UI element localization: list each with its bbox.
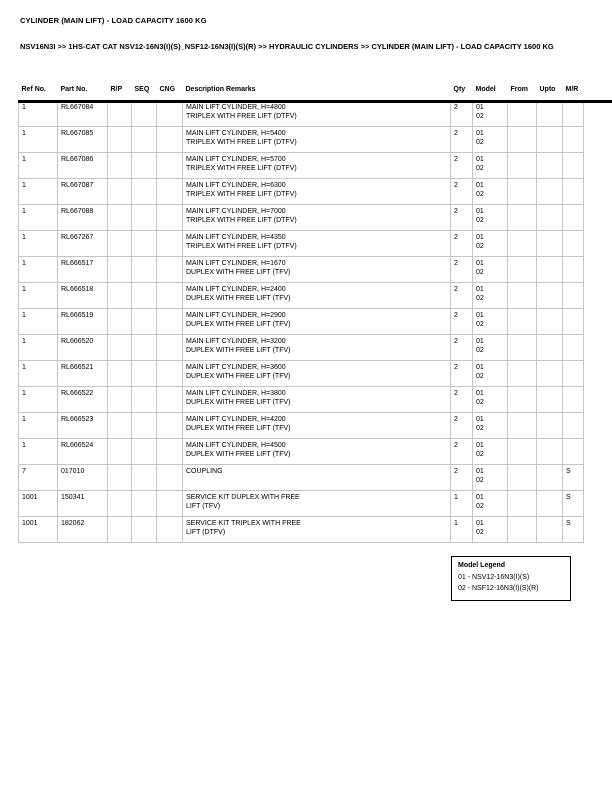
model-cell <box>473 256 508 282</box>
description-line-2: DUPLEX WITH FREE LIFT (TFV) <box>186 294 291 302</box>
model-code-2: 02 <box>476 528 484 536</box>
description-line-2: TRIPLEX WITH FREE LIFT (DTFV) <box>186 242 297 250</box>
rp-cell <box>108 204 132 230</box>
from-cell <box>508 230 537 256</box>
description-line-1: MAIN LIFT CYLINDER, H=5700 <box>186 155 286 163</box>
cng-cell <box>157 100 183 126</box>
part-no-cell: RL666522 <box>58 386 108 412</box>
mr-cell <box>563 386 584 412</box>
description-line-1: MAIN LIFT CYLINDER, H=1670 <box>186 259 286 267</box>
qty-cell: 2 <box>451 334 473 360</box>
ref-no-cell: 1 <box>19 178 58 204</box>
model-legend-items <box>458 572 564 594</box>
description-cell <box>183 308 451 334</box>
model-code-1: 01 <box>476 441 484 449</box>
mr-cell: S <box>563 464 584 490</box>
qty-cell: 2 <box>451 178 473 204</box>
from-cell <box>508 360 537 386</box>
part-no-cell: RL667267 <box>58 230 108 256</box>
column-header-model: Model <box>475 86 496 93</box>
model-code-2: 02 <box>476 424 484 432</box>
part-no-cell: RL666518 <box>58 282 108 308</box>
table-body <box>19 100 584 542</box>
upto-cell <box>537 282 563 308</box>
ref-no-cell: 1 <box>19 230 58 256</box>
model-cell <box>473 438 508 464</box>
from-cell <box>508 178 537 204</box>
part-no-cell: RL667088 <box>58 204 108 230</box>
from-cell <box>508 308 537 334</box>
part-no-cell: RL666521 <box>58 360 108 386</box>
model-code-1: 01 <box>476 363 484 371</box>
description-line-1: MAIN LIFT CYLINDER, H=4200 <box>186 415 286 423</box>
table-row <box>19 334 584 360</box>
rp-cell <box>108 360 132 386</box>
rp-cell <box>108 438 132 464</box>
rp-cell <box>108 516 132 542</box>
description-line-2: DUPLEX WITH FREE LIFT (TFV) <box>186 398 291 406</box>
model-code-1: 01 <box>476 337 484 345</box>
qty-cell: 2 <box>451 126 473 152</box>
mr-cell <box>563 152 584 178</box>
description-line-2: LIFT (DTFV) <box>186 528 226 536</box>
model-cell <box>473 230 508 256</box>
qty-cell: 2 <box>451 152 473 178</box>
description-line-2: TRIPLEX WITH FREE LIFT (DTFV) <box>186 138 297 146</box>
column-header-upto: Upto <box>539 86 556 93</box>
seq-cell <box>132 308 157 334</box>
cng-cell <box>157 438 183 464</box>
description-line-1: MAIN LIFT CYLINDER, H=6300 <box>186 181 286 189</box>
cng-cell <box>157 126 183 152</box>
seq-cell <box>132 178 157 204</box>
model-code-1: 01 <box>476 207 484 215</box>
description-line-1: MAIN LIFT CYLINDER, H=2900 <box>186 311 286 319</box>
qty-cell: 2 <box>451 204 473 230</box>
model-code-1: 01 <box>476 285 484 293</box>
description-cell <box>183 334 451 360</box>
table-row <box>19 100 584 126</box>
description-cell <box>183 412 451 438</box>
upto-cell <box>537 334 563 360</box>
rp-cell <box>108 100 132 126</box>
header-divider-rule <box>18 100 612 103</box>
ref-no-cell: 1 <box>19 438 58 464</box>
rp-cell <box>108 308 132 334</box>
breadcrumb: NSV16N3I >> 1HS-CAT CAT NSV12-16N3(I)(S)_NSF12-16N3(I)(S)(R) >> HYDRAULIC CYLINDERS >> CYLINDER (MAIN LIFT) - LOAD CAPACITY 1600 KG <box>20 42 554 51</box>
description-line-1: MAIN LIFT CYLINDER, H=3200 <box>186 337 286 345</box>
description-cell <box>183 126 451 152</box>
seq-cell <box>132 100 157 126</box>
rp-cell <box>108 282 132 308</box>
ref-no-cell: 1 <box>19 308 58 334</box>
table-row <box>19 256 584 282</box>
model-code-1: 01 <box>476 519 484 527</box>
model-code-1: 01 <box>476 311 484 319</box>
model-code-2: 02 <box>476 294 484 302</box>
cng-cell <box>157 360 183 386</box>
table-row <box>19 438 584 464</box>
mr-cell <box>563 360 584 386</box>
seq-cell <box>132 386 157 412</box>
ref-no-cell: 1 <box>19 204 58 230</box>
description-line-1: SERVICE KIT TRIPLEX WITH FREE <box>186 519 301 527</box>
model-cell <box>473 100 508 126</box>
part-no-cell: 182062 <box>58 516 108 542</box>
part-no-cell: RL666523 <box>58 412 108 438</box>
rp-cell <box>108 152 132 178</box>
description-line-1: SERVICE KIT DUPLEX WITH FREE <box>186 493 300 501</box>
description-cell <box>183 438 451 464</box>
cng-cell <box>157 152 183 178</box>
table-row <box>19 126 584 152</box>
seq-cell <box>132 256 157 282</box>
table-row <box>19 204 584 230</box>
description-line-2: DUPLEX WITH FREE LIFT (TFV) <box>186 346 291 354</box>
description-line-2: DUPLEX WITH FREE LIFT (TFV) <box>186 320 291 328</box>
description-cell <box>183 490 451 516</box>
from-cell <box>508 152 537 178</box>
model-cell <box>473 412 508 438</box>
table-row <box>19 152 584 178</box>
qty-cell: 1 <box>451 516 473 542</box>
description-cell <box>183 100 451 126</box>
model-cell <box>473 360 508 386</box>
description-line-2: DUPLEX WITH FREE LIFT (TFV) <box>186 268 291 276</box>
description-line-2: TRIPLEX WITH FREE LIFT (DTFV) <box>186 190 297 198</box>
description-line-2: TRIPLEX WITH FREE LIFT (DTFV) <box>186 216 297 224</box>
description-cell <box>183 230 451 256</box>
qty-cell: 2 <box>451 100 473 126</box>
rp-cell <box>108 178 132 204</box>
cng-cell <box>157 178 183 204</box>
model-legend-box <box>451 556 571 601</box>
table-row <box>19 178 584 204</box>
seq-cell <box>132 230 157 256</box>
model-cell <box>473 516 508 542</box>
seq-cell <box>132 204 157 230</box>
table-row <box>19 516 584 542</box>
cng-cell <box>157 256 183 282</box>
table-row <box>19 386 584 412</box>
ref-no-cell: 1 <box>19 256 58 282</box>
column-header-seq: SEQ <box>134 86 150 93</box>
ref-no-cell: 7 <box>19 464 58 490</box>
model-code-2: 02 <box>476 112 484 120</box>
column-header-cng: CNG <box>159 86 176 93</box>
ref-no-cell: 1001 <box>19 490 58 516</box>
table-header <box>19 84 584 100</box>
page-title: CYLINDER (MAIN LIFT) - LOAD CAPACITY 1600 KG <box>20 16 207 25</box>
cng-cell <box>157 282 183 308</box>
rp-cell <box>108 334 132 360</box>
qty-cell: 2 <box>451 282 473 308</box>
model-code-2: 02 <box>476 502 484 510</box>
model-code-2: 02 <box>476 138 484 146</box>
qty-cell: 2 <box>451 438 473 464</box>
part-no-cell: RL666519 <box>58 308 108 334</box>
cng-cell <box>157 464 183 490</box>
model-legend-item: 02 - NSF12-16N3(I)(S)(R) <box>458 585 539 593</box>
part-no-cell: RL666517 <box>58 256 108 282</box>
cng-cell <box>157 516 183 542</box>
ref-no-cell: 1 <box>19 412 58 438</box>
description-line-1: MAIN LIFT CYLINDER, H=4350 <box>186 233 286 241</box>
ref-no-cell: 1 <box>19 126 58 152</box>
from-cell <box>508 464 537 490</box>
from-cell <box>508 386 537 412</box>
cng-cell <box>157 204 183 230</box>
upto-cell <box>537 360 563 386</box>
mr-cell <box>563 126 584 152</box>
upto-cell <box>537 412 563 438</box>
part-no-cell: RL667084 <box>58 100 108 126</box>
model-code-2: 02 <box>476 476 484 484</box>
model-cell <box>473 126 508 152</box>
mr-cell <box>563 334 584 360</box>
description-line-1: MAIN LIFT CYLINDER, H=3600 <box>186 363 286 371</box>
table-row <box>19 308 584 334</box>
description-line-2: DUPLEX WITH FREE LIFT (TFV) <box>186 450 291 458</box>
mr-cell <box>563 256 584 282</box>
upto-cell <box>537 204 563 230</box>
mr-cell <box>563 230 584 256</box>
part-no-cell: 150341 <box>58 490 108 516</box>
model-code-2: 02 <box>476 320 484 328</box>
mr-cell <box>563 438 584 464</box>
upto-cell <box>537 490 563 516</box>
model-code-2: 02 <box>476 242 484 250</box>
part-no-cell: RL666524 <box>58 438 108 464</box>
description-cell <box>183 152 451 178</box>
rp-cell <box>108 386 132 412</box>
description-cell <box>183 516 451 542</box>
model-legend-title: Model Legend <box>458 562 506 569</box>
ref-no-cell: 1 <box>19 334 58 360</box>
from-cell <box>508 438 537 464</box>
model-code-1: 01 <box>476 181 484 189</box>
part-no-cell: RL666520 <box>58 334 108 360</box>
part-no-cell: RL667086 <box>58 152 108 178</box>
ref-no-cell: 1001 <box>19 516 58 542</box>
qty-cell: 2 <box>451 412 473 438</box>
description-line-1: MAIN LIFT CYLINDER, H=5400 <box>186 129 286 137</box>
model-code-1: 01 <box>476 259 484 267</box>
mr-cell: S <box>563 516 584 542</box>
model-cell <box>473 178 508 204</box>
seq-cell <box>132 334 157 360</box>
upto-cell <box>537 438 563 464</box>
upto-cell <box>537 230 563 256</box>
column-header-part-no: Part No. <box>60 86 88 93</box>
from-cell <box>508 334 537 360</box>
qty-cell: 2 <box>451 230 473 256</box>
description-line-1: COUPLING <box>186 467 223 475</box>
model-code-1: 01 <box>476 467 484 475</box>
from-cell <box>508 100 537 126</box>
upto-cell <box>537 256 563 282</box>
description-cell <box>183 282 451 308</box>
seq-cell <box>132 152 157 178</box>
upto-cell <box>537 308 563 334</box>
rp-cell <box>108 256 132 282</box>
seq-cell <box>132 516 157 542</box>
description-line-1: MAIN LIFT CYLINDER, H=4500 <box>186 441 286 449</box>
table-row <box>19 282 584 308</box>
description-line-2: TRIPLEX WITH FREE LIFT (DTFV) <box>186 164 297 172</box>
rp-cell <box>108 412 132 438</box>
model-code-2: 02 <box>476 450 484 458</box>
upto-cell <box>537 126 563 152</box>
model-cell <box>473 386 508 412</box>
description-line-2: TRIPLEX WITH FREE LIFT (DTFV) <box>186 112 297 120</box>
description-cell <box>183 360 451 386</box>
seq-cell <box>132 438 157 464</box>
model-cell <box>473 490 508 516</box>
description-line-1: MAIN LIFT CYLINDER, H=7000 <box>186 207 286 215</box>
qty-cell: 2 <box>451 308 473 334</box>
from-cell <box>508 412 537 438</box>
description-cell <box>183 386 451 412</box>
from-cell <box>508 516 537 542</box>
cng-cell <box>157 308 183 334</box>
mr-cell <box>563 100 584 126</box>
cng-cell <box>157 412 183 438</box>
qty-cell: 2 <box>451 464 473 490</box>
part-no-cell: RL667087 <box>58 178 108 204</box>
column-header-description-remarks: Description Remarks <box>185 86 256 93</box>
ref-no-cell: 1 <box>19 282 58 308</box>
table-header-row <box>19 84 584 100</box>
table-row <box>19 230 584 256</box>
upto-cell <box>537 152 563 178</box>
parts-table <box>18 84 584 543</box>
upto-cell <box>537 386 563 412</box>
seq-cell <box>132 126 157 152</box>
model-cell <box>473 464 508 490</box>
rp-cell <box>108 230 132 256</box>
ref-no-cell: 1 <box>19 386 58 412</box>
upto-cell <box>537 516 563 542</box>
description-cell <box>183 178 451 204</box>
model-code-2: 02 <box>476 398 484 406</box>
seq-cell <box>132 282 157 308</box>
column-header-mr: M/R <box>565 86 579 93</box>
column-header-rp: R/P <box>110 86 123 93</box>
part-no-cell: 017010 <box>58 464 108 490</box>
model-cell <box>473 334 508 360</box>
column-header-from: From <box>510 86 528 93</box>
rp-cell <box>108 490 132 516</box>
ref-no-cell: 1 <box>19 100 58 126</box>
mr-cell: S <box>563 490 584 516</box>
table-row <box>19 490 584 516</box>
ref-no-cell: 1 <box>19 152 58 178</box>
qty-cell: 2 <box>451 386 473 412</box>
model-code-2: 02 <box>476 372 484 380</box>
description-line-1: MAIN LIFT CYLINDER, H=4800 <box>186 103 286 111</box>
mr-cell <box>563 282 584 308</box>
from-cell <box>508 490 537 516</box>
model-code-2: 02 <box>476 268 484 276</box>
mr-cell <box>563 178 584 204</box>
cng-cell <box>157 386 183 412</box>
from-cell <box>508 282 537 308</box>
model-legend-item: 01 - NSV12-16N3(I)(S) <box>458 574 530 581</box>
from-cell <box>508 126 537 152</box>
model-code-1: 01 <box>476 493 484 501</box>
rp-cell <box>108 464 132 490</box>
model-cell <box>473 282 508 308</box>
description-line-1: MAIN LIFT CYLINDER, H=3800 <box>186 389 286 397</box>
model-code-1: 01 <box>476 233 484 241</box>
seq-cell <box>132 490 157 516</box>
description-line-2: DUPLEX WITH FREE LIFT (TFV) <box>186 424 291 432</box>
model-code-1: 01 <box>476 103 484 111</box>
from-cell <box>508 256 537 282</box>
description-line-1: MAIN LIFT CYLINDER, H=2400 <box>186 285 286 293</box>
model-code-1: 01 <box>476 415 484 423</box>
description-cell <box>183 204 451 230</box>
model-code-2: 02 <box>476 164 484 172</box>
model-cell <box>473 308 508 334</box>
mr-cell <box>563 204 584 230</box>
ref-no-cell: 1 <box>19 360 58 386</box>
description-line-2: DUPLEX WITH FREE LIFT (TFV) <box>186 372 291 380</box>
upto-cell <box>537 178 563 204</box>
part-no-cell: RL667085 <box>58 126 108 152</box>
model-cell <box>473 152 508 178</box>
rp-cell <box>108 126 132 152</box>
column-header-ref-no: Ref No. <box>21 86 46 93</box>
qty-cell: 1 <box>451 490 473 516</box>
upto-cell <box>537 464 563 490</box>
model-code-2: 02 <box>476 190 484 198</box>
model-code-2: 02 <box>476 346 484 354</box>
description-cell <box>183 256 451 282</box>
upto-cell <box>537 100 563 126</box>
table-row <box>19 360 584 386</box>
from-cell <box>508 204 537 230</box>
cng-cell <box>157 490 183 516</box>
cng-cell <box>157 334 183 360</box>
model-code-1: 01 <box>476 389 484 397</box>
description-cell <box>183 464 451 490</box>
model-cell <box>473 204 508 230</box>
seq-cell <box>132 412 157 438</box>
table-row <box>19 412 584 438</box>
qty-cell: 2 <box>451 256 473 282</box>
seq-cell <box>132 464 157 490</box>
mr-cell <box>563 308 584 334</box>
seq-cell <box>132 360 157 386</box>
description-line-2: LIFT (TFV) <box>186 502 221 510</box>
model-code-1: 01 <box>476 155 484 163</box>
table-row <box>19 464 584 490</box>
column-header-qty: Qty <box>453 86 466 93</box>
model-code-2: 02 <box>476 216 484 224</box>
cng-cell <box>157 230 183 256</box>
qty-cell: 2 <box>451 360 473 386</box>
model-code-1: 01 <box>476 129 484 137</box>
mr-cell <box>563 412 584 438</box>
